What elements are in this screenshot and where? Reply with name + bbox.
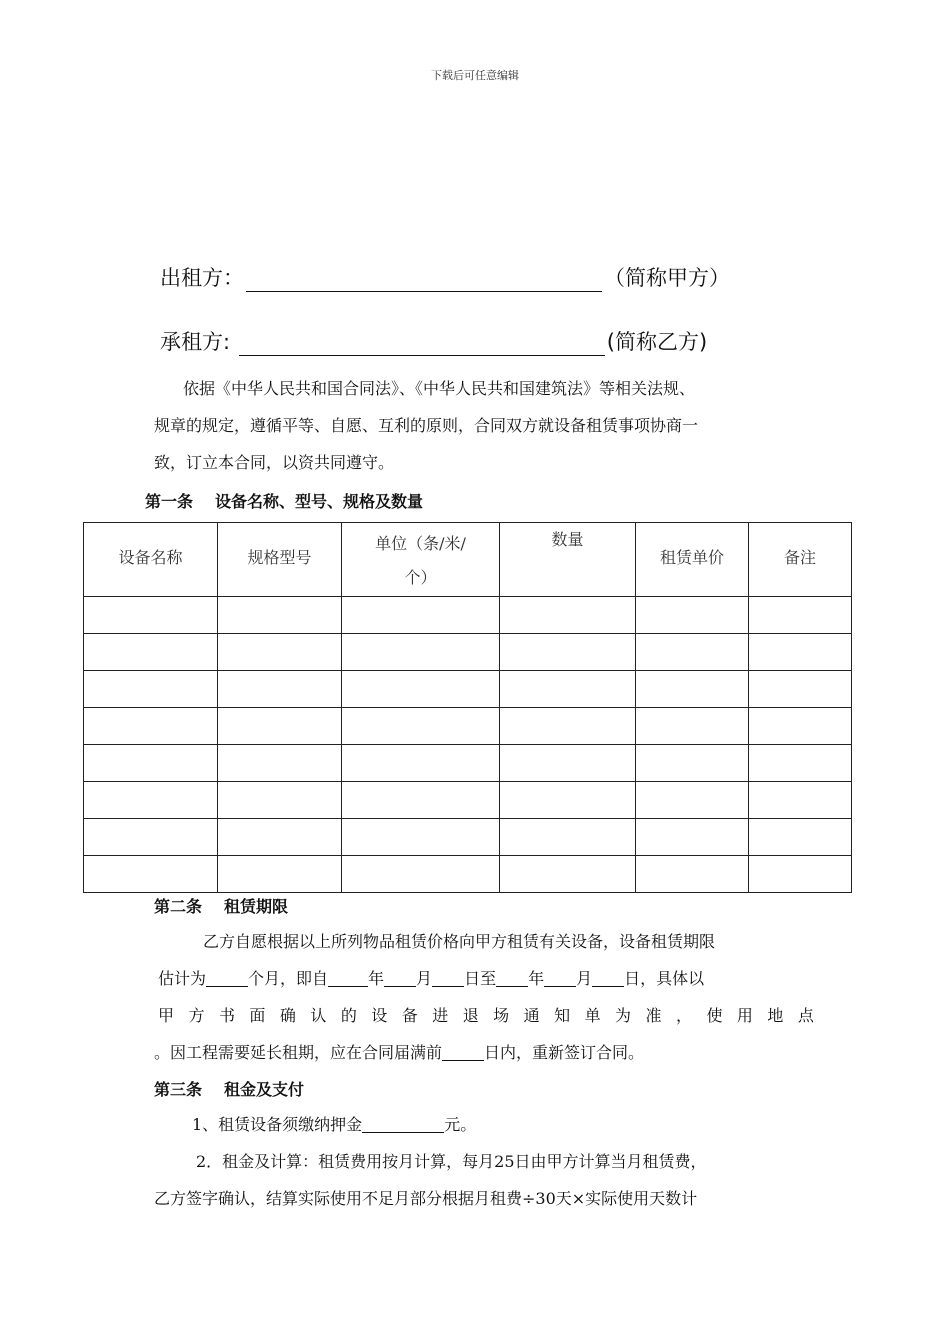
start-year-blank[interactable] — [328, 968, 368, 987]
table-cell[interactable] — [749, 819, 852, 856]
article-3-heading — [154, 1077, 304, 1100]
article-2-title: 租赁期限 — [224, 897, 289, 916]
table-cell[interactable] — [500, 819, 636, 856]
table-cell[interactable] — [749, 782, 852, 819]
table-cell[interactable] — [636, 634, 749, 671]
intro-line-1: 依据《中华人民共和国合同法》、《中华人民共和国建筑法》等相关法规、 — [183, 379, 696, 398]
table-cell[interactable] — [218, 708, 342, 745]
header-quantity: 数量 — [500, 523, 636, 597]
article-3-title: 租金及支付 — [224, 1080, 305, 1099]
table-row — [84, 597, 852, 634]
header-equipment-name: 设备名称 — [84, 523, 218, 597]
header-spec-model: 规格型号 — [218, 523, 342, 597]
table-cell[interactable] — [342, 745, 500, 782]
header-remarks: 备注 — [749, 523, 852, 597]
table-cell[interactable] — [636, 782, 749, 819]
table-cell[interactable] — [636, 819, 749, 856]
table-cell[interactable] — [749, 671, 852, 708]
table-cell[interactable] — [84, 745, 218, 782]
table-cell[interactable] — [218, 819, 342, 856]
table-cell[interactable] — [500, 671, 636, 708]
table-cell[interactable] — [500, 782, 636, 819]
table-cell[interactable] — [636, 745, 749, 782]
table-row — [84, 708, 852, 745]
table-cell[interactable] — [749, 708, 852, 745]
table-cell[interactable] — [84, 634, 218, 671]
article-1-number: 第一条 — [145, 492, 194, 511]
header-unit: 单位（条/米/ 个） — [342, 523, 500, 597]
end-day-blank[interactable] — [592, 968, 624, 987]
table-row — [84, 782, 852, 819]
table-cell[interactable] — [218, 856, 342, 893]
table-cell[interactable] — [500, 634, 636, 671]
table-cell[interactable] — [342, 782, 500, 819]
table-row — [84, 745, 852, 782]
lessee-suffix: (简称乙方) — [606, 330, 708, 354]
table-cell[interactable] — [218, 634, 342, 671]
table-cell[interactable] — [636, 856, 749, 893]
lessor-line — [160, 262, 730, 292]
lessee-label: 承租方: — [160, 330, 231, 354]
equipment-table — [83, 522, 852, 893]
table-cell[interactable] — [500, 597, 636, 634]
start-month-blank[interactable] — [384, 968, 416, 987]
lessor-suffix: （简称甲方） — [604, 266, 730, 290]
lessee-line — [160, 326, 707, 356]
end-year-blank[interactable] — [496, 968, 528, 987]
article-2-number: 第二条 — [154, 897, 203, 916]
lessor-label: 出租方： — [160, 266, 244, 290]
table-row — [84, 634, 852, 671]
article-2-heading — [154, 894, 288, 917]
lessee-name-field[interactable] — [239, 331, 605, 356]
article-3-item-1: 1、租赁设备须缴纳押金 元。 — [192, 1115, 477, 1134]
article-1-heading — [145, 489, 423, 512]
deposit-blank[interactable] — [362, 1114, 444, 1133]
table-cell[interactable] — [636, 597, 749, 634]
article-2-line-1: 乙方自愿根据以上所列物品租赁价格向甲方租赁有关设备，设备租赁期限 — [203, 932, 716, 951]
table-cell[interactable] — [636, 708, 749, 745]
article-2-line-4: 。因工程需要延长租期，应在合同届满前 日内，重新签订合同。 — [154, 1043, 645, 1062]
article-1-title: 设备名称、型号、规格及数量 — [215, 492, 424, 511]
article-3-item-2-line-2: 乙方签字确认，结算实际使用不足月部分根据月租费÷30天×实际使用天数计 — [154, 1189, 698, 1208]
article-3-number: 第三条 — [154, 1080, 203, 1099]
table-cell[interactable] — [749, 634, 852, 671]
article-2-line-3: 甲 方 书 面 确 认 的 设 备 进 退 场 通 知 单 为 准 ， 使 用 地 点 — [158, 1006, 814, 1025]
table-cell[interactable] — [342, 819, 500, 856]
end-month-blank[interactable] — [544, 968, 576, 987]
table-cell[interactable] — [342, 856, 500, 893]
table-row — [84, 856, 852, 893]
table-cell[interactable] — [342, 634, 500, 671]
table-cell[interactable] — [749, 745, 852, 782]
table-cell[interactable] — [84, 708, 218, 745]
table-cell[interactable] — [500, 708, 636, 745]
table-cell[interactable] — [218, 745, 342, 782]
table-row — [84, 819, 852, 856]
lessor-name-field[interactable] — [246, 267, 602, 292]
table-row — [84, 671, 852, 708]
header-note: 下载后可任意编辑 — [431, 69, 519, 82]
table-cell[interactable] — [342, 708, 500, 745]
months-blank[interactable] — [206, 968, 248, 987]
table-header-row — [84, 523, 852, 597]
table-cell[interactable] — [218, 597, 342, 634]
table-cell[interactable] — [342, 671, 500, 708]
table-cell[interactable] — [218, 671, 342, 708]
table-cell[interactable] — [84, 782, 218, 819]
table-cell[interactable] — [342, 597, 500, 634]
intro-line-2: 规章的规定，遵循平等、自愿、互利的原则，合同双方就设备租赁事项协商一 — [154, 416, 699, 435]
table-cell[interactable] — [749, 856, 852, 893]
table-cell[interactable] — [749, 597, 852, 634]
article-2-line-2: 估计为 个月，即自 年 月 日至 年 月 日，具体以 — [158, 969, 705, 988]
table-cell[interactable] — [84, 597, 218, 634]
start-day-blank[interactable] — [432, 968, 464, 987]
table-cell[interactable] — [636, 671, 749, 708]
renewal-days-blank[interactable] — [442, 1042, 484, 1061]
article-3-item-2-line-1: 2．租金及计算：租赁费用按月计算，每月25日由甲方计算当月租赁费， — [196, 1152, 707, 1171]
table-cell[interactable] — [84, 671, 218, 708]
table-cell[interactable] — [500, 856, 636, 893]
table-cell[interactable] — [500, 745, 636, 782]
table-cell[interactable] — [218, 782, 342, 819]
table-cell[interactable] — [84, 819, 218, 856]
table-cell[interactable] — [84, 856, 218, 893]
intro-line-3: 致，订立本合同，以资共同遵守。 — [154, 453, 395, 472]
header-unit-price: 租赁单价 — [636, 523, 749, 597]
